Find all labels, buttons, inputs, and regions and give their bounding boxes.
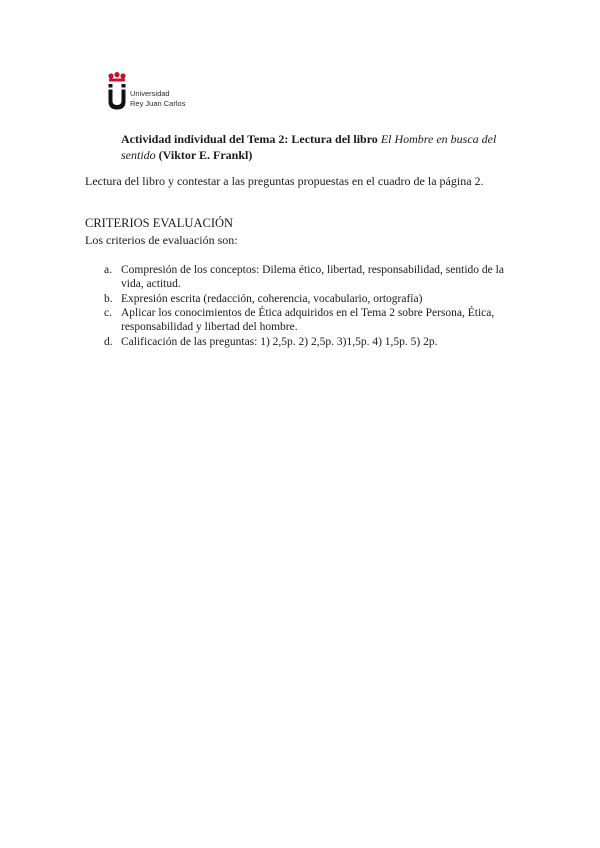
criteria-list — [85, 263, 525, 349]
criteria-lead: Los criterios de evaluación son: — [85, 233, 238, 247]
university-name — [130, 89, 185, 109]
criteria-item — [85, 335, 525, 349]
list-marker: c. — [104, 307, 112, 319]
list-marker: b. — [104, 292, 113, 305]
criteria-item-text: Expresión escrita (redacción, coherencia, vocabulario, ortografía) — [121, 292, 423, 305]
university-logo — [106, 72, 196, 112]
urjc-emblem-icon — [106, 72, 128, 110]
activity-title — [121, 132, 516, 163]
criteria-item — [85, 263, 525, 291]
criteria-item-text: Aplicar los conocimientos de Ética adquiridos en el Tema 2 sobre Persona, Ética, responsabilidad y libertad del hombre. — [121, 307, 495, 333]
criteria-item-text: Compresión de los conceptos: Dilema ético, libertad, responsabilidad, sentido de la vida, actitud. — [121, 264, 504, 290]
criteria-item-text: Calificación de las preguntas: 1) 2,5p. 2) 2,5p. 3)1,5p. 4) 1,5p. 5) 2p. — [121, 335, 438, 348]
title-book-name: El Hombre en busca del sentido — [121, 132, 497, 162]
intro-paragraph: Lectura del libro y contestar a las preguntas propuestas en el cuadro de la página 2. — [85, 174, 484, 188]
university-name-line1: Universidad — [130, 89, 170, 98]
title-bold-part: Actividad individual del Tema 2: Lectura del libro — [121, 132, 381, 146]
list-marker: d. — [104, 335, 113, 348]
list-marker: a. — [104, 264, 112, 276]
criteria-item — [85, 306, 525, 334]
criteria-heading: CRITERIOS EVALUACIÓN — [85, 216, 234, 230]
criteria-item — [85, 292, 525, 306]
university-name-line2: Rey Juan Carlos — [130, 99, 186, 108]
title-author: (Viktor E. Frankl) — [155, 147, 253, 162]
